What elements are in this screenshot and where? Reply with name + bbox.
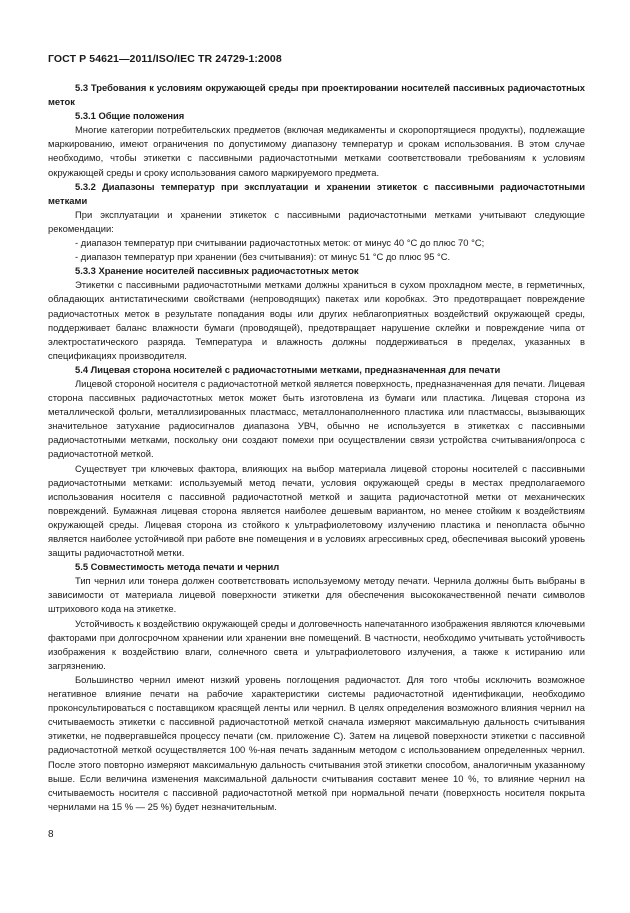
paragraph: Большинство чернил имеют низкий уровень поглощения радиочастот. Для того чтобы исключить возможное негативное влияние печати на рабочие характеристики системы радиочастотной идентификации, необходимо проконсультироваться с поставщиком красящей ленты или чернил. В целях определения возможного влияния чернил на считываемость этикетки с пассивной радиочастотной меткой сначала измеряют максимальную дальность считывания этикетки, не подвергавшейся процессу печати (см. приложение С). Затем на лицевой поверхности этикетки с пассивной радиочастотной меткой осуществляется 100 %-ная печать заданным методом с использованием определенных чернил. После этого повторно измеряют максимальную дальность считывания этой этикетки способом, аналогичным указанному выше. Если величина изменения максимальной дальности считывания составит менее 10 %, то влияние чернил на считываемость носителя с пассивной радиочастотной меткой при нормальной печати (поверхность носителя покрыта чернилами на 15 % — 25 %) будет незначительным. bbox=[48, 673, 585, 812]
list-item: - диапазон температур при считывании радиочастотных меток: от минус 40 °С до плюс 70 °С; bbox=[75, 237, 485, 249]
page-number: 8 bbox=[48, 829, 54, 840]
section-5-5-heading: 5.5 Совместимость метода печати и чернил bbox=[75, 561, 280, 573]
section-5-3-3-heading: 5.3.3 Хранение носителей пассивных радиочастотных меток bbox=[75, 265, 359, 277]
paragraph: Тип чернил или тонера должен соответствовать используемому методу печати. Чернила должны быть выбраны в зависимости от материала лицевой поверхности этикетки для обеспечения высококачественной печати символов штрихового кода на этикетке. bbox=[48, 575, 585, 615]
section-5-3-2-heading: 5.3.2 Диапазоны температур при эксплуатации и хранении этикеток с пассивными радиочастотными метками bbox=[48, 180, 585, 206]
document-header: ГОСТ Р 54621—2011/ISO/IEC TR 24729-1:2008 bbox=[48, 53, 282, 65]
paragraph: Многие категории потребительских предметов (включая медикаменты и скоропортящиеся продукты), подлежащие маркированию, имеют ограничения по допустимому диапазону температур и срокам использования. В этом случае необходимо, чтобы этикетки с пассивными радиочастотными метками соответствовали требованиям к условиям окружающей среды и сроку использования самого маркируемого предмета. bbox=[48, 124, 585, 178]
paragraph: Устойчивость к воздействию окружающей среды и долговечность напечатанного изображения являются ключевыми факторами при долгосрочном хранении или хранении вне помещений. В частности, необходимо учитывать устойчивость изображения к воздействию влаги, солнечного света и ультрафиолетового излучения, а также к истиранию или загрязнению. bbox=[48, 617, 585, 671]
section-5-3-heading: 5.3 Требования к условиям окружающей среды при проектировании носителей пассивных радиочастотных меток bbox=[48, 82, 585, 108]
list-item: - диапазон температур при хранении (без считывания): от минус 51 °С до плюс 95 °С. bbox=[75, 251, 451, 263]
paragraph: Этикетки с пассивными радиочастотными метками должны храниться в сухом прохладном месте, в герметичных, обладающих антистатическими свойствами (непроводящих) пакетах или коробках. Это предотвращает повреждение радиочастотных меток в результате попадания воды или других неблагоприятных воздействий окружающей среды, поддерживает баланс влажности бумаги (проводящей), предотвращает нарушение склейки и повреждение чипа от электростатического разряда. Температура и влажность должны поддерживаться в пределах, указанных в спецификациях производителя. bbox=[48, 279, 585, 361]
paragraph: При эксплуатации и хранении этикеток с пассивными радиочастотными метками учитывают следующие рекомендации: bbox=[48, 208, 585, 234]
document-body bbox=[48, 81, 585, 814]
section-5-3-1-heading: 5.3.1 Общие положения bbox=[75, 110, 185, 122]
section-5-4-heading: 5.4 Лицевая сторона носителей с радиочастотными метками, предназначенная для печати bbox=[75, 363, 501, 375]
paragraph: Существует три ключевых фактора, влияющих на выбор материала лицевой стороны носителей с пассивными радиочастотными метками: используемый метод печати, условия окружающей среды в местах предполагаемого использования носителя с пассивной радиочастотной меткой и защита радиочастотной метки от механических повреждений. Бумажная лицевая сторона является наиболее дешевым вариантом, но менее стойким к воздействиям окружающей среды. Лицевая сторона из стойкого к ультрафиолетовому излучению пластика и пенопласта обычно является наиболее устойчивой при работе вне помещения и в условиях агрессивных сред, обеспечивая высокий уровень защиты радиочастотной метки. bbox=[48, 462, 585, 559]
paragraph: Лицевой стороной носителя с радиочастотной меткой является поверхность, предназначенная для печати. Лицевая сторона пассивных радиочастотных меток может быть изготовлена из бумаги или пластика. Лицевая сторона из металлической фольги, металлизированных пластмасс, металлонаполненного пластика или пластмассы, вызывающих значительное затухание радиосигналов диапазона УВЧ, обычно не используется в этикетках с пассивными радиочастотными метками, поскольку они создают помехи при осуществлении связи устройства считывания/опроса с радиочастотной меткой. bbox=[48, 377, 585, 460]
